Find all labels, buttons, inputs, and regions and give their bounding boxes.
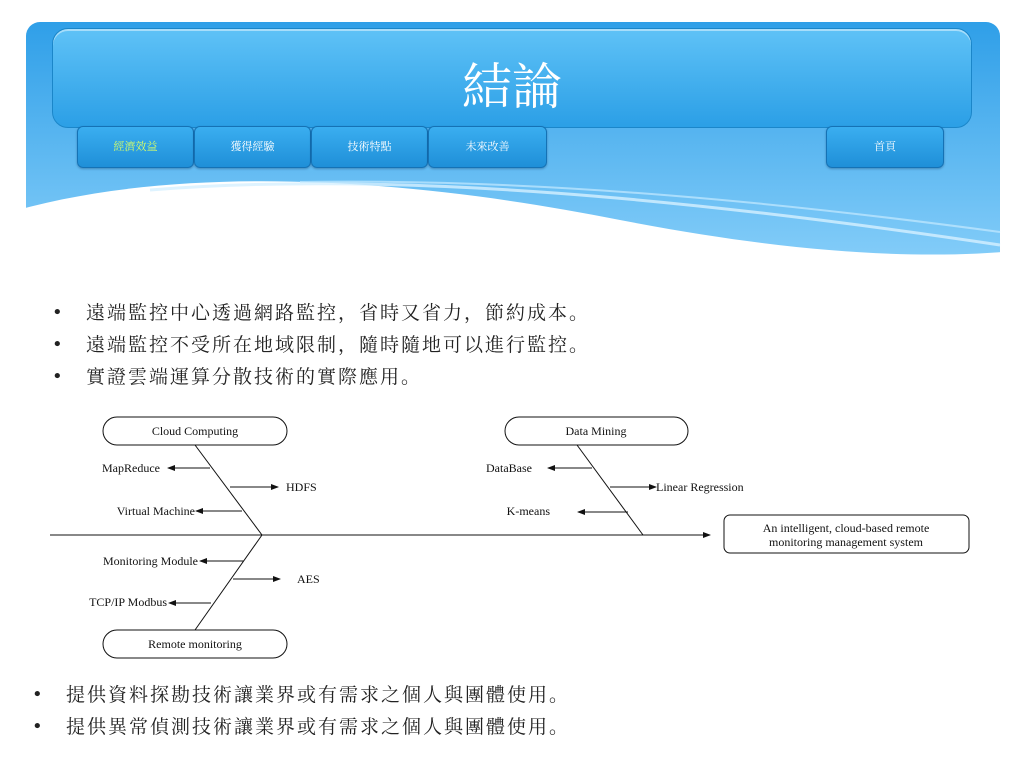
label-data-mining: Data Mining — [565, 424, 627, 438]
fishbone-diagram — [50, 410, 980, 665]
bullet-marker: • — [32, 684, 45, 705]
title-panel — [52, 28, 972, 128]
label-remote-monitoring: Remote monitoring — [148, 637, 242, 651]
home-button[interactable]: 首頁 — [826, 126, 944, 168]
list-item — [32, 711, 570, 743]
list-item — [52, 297, 590, 329]
bullet-text: 提供異常偵測技術讓業界或有需求之個人與團體使用。 — [66, 716, 571, 738]
label-hdfs: HDFS — [286, 480, 317, 494]
bullet-text: 遠端監控中心透過網路監控，省時又省力，節約成本。 — [86, 302, 591, 324]
bullet-text: 提供資料探勘技術讓業界或有需求之個人與團體使用。 — [66, 684, 571, 706]
top-bullet-list — [52, 297, 590, 393]
bone-cloud-computing — [195, 445, 262, 535]
bullet-marker: • — [52, 302, 65, 323]
label-monitoring-module: Monitoring Module — [103, 554, 198, 568]
bottom-bullet-list — [32, 679, 570, 743]
label-kmeans: K-means — [506, 504, 550, 518]
list-item — [32, 679, 570, 711]
label-aes: AES — [297, 572, 320, 586]
label-virtual-machine: Virtual Machine — [116, 504, 195, 518]
page-title: 結論 — [462, 58, 562, 116]
bullet-marker: • — [32, 716, 45, 737]
list-item — [52, 361, 590, 393]
nav-button-tech-features[interactable]: 技術特點 — [311, 126, 428, 168]
label-cloud-computing: Cloud Computing — [151, 424, 239, 438]
bullet-marker: • — [52, 334, 65, 355]
label-linear-regression: Linear Regression — [656, 480, 744, 494]
label-result-line2: monitoring management system — [769, 535, 923, 549]
bullet-marker: • — [52, 366, 65, 387]
bone-remote-monitoring — [195, 535, 262, 630]
bullet-text: 遠端監控不受所在地域限制，隨時隨地可以進行監控。 — [86, 334, 591, 356]
label-mapreduce: MapReduce — [102, 461, 160, 475]
nav-button-experience[interactable]: 獲得經驗 — [194, 126, 311, 168]
label-tcpip-modbus: TCP/IP Modbus — [89, 595, 167, 609]
label-database: DataBase — [486, 461, 532, 475]
list-item — [52, 329, 590, 361]
nav-button-future-improvement[interactable]: 未來改善 — [428, 126, 547, 168]
bone-data-mining — [577, 445, 643, 535]
nav-button-economic-benefit[interactable]: 經濟效益 — [77, 126, 194, 168]
label-result-line1: An intelligent, cloud-based remote — [762, 521, 930, 535]
bullet-text: 實證雲端運算分散技術的實際應用。 — [86, 366, 423, 388]
